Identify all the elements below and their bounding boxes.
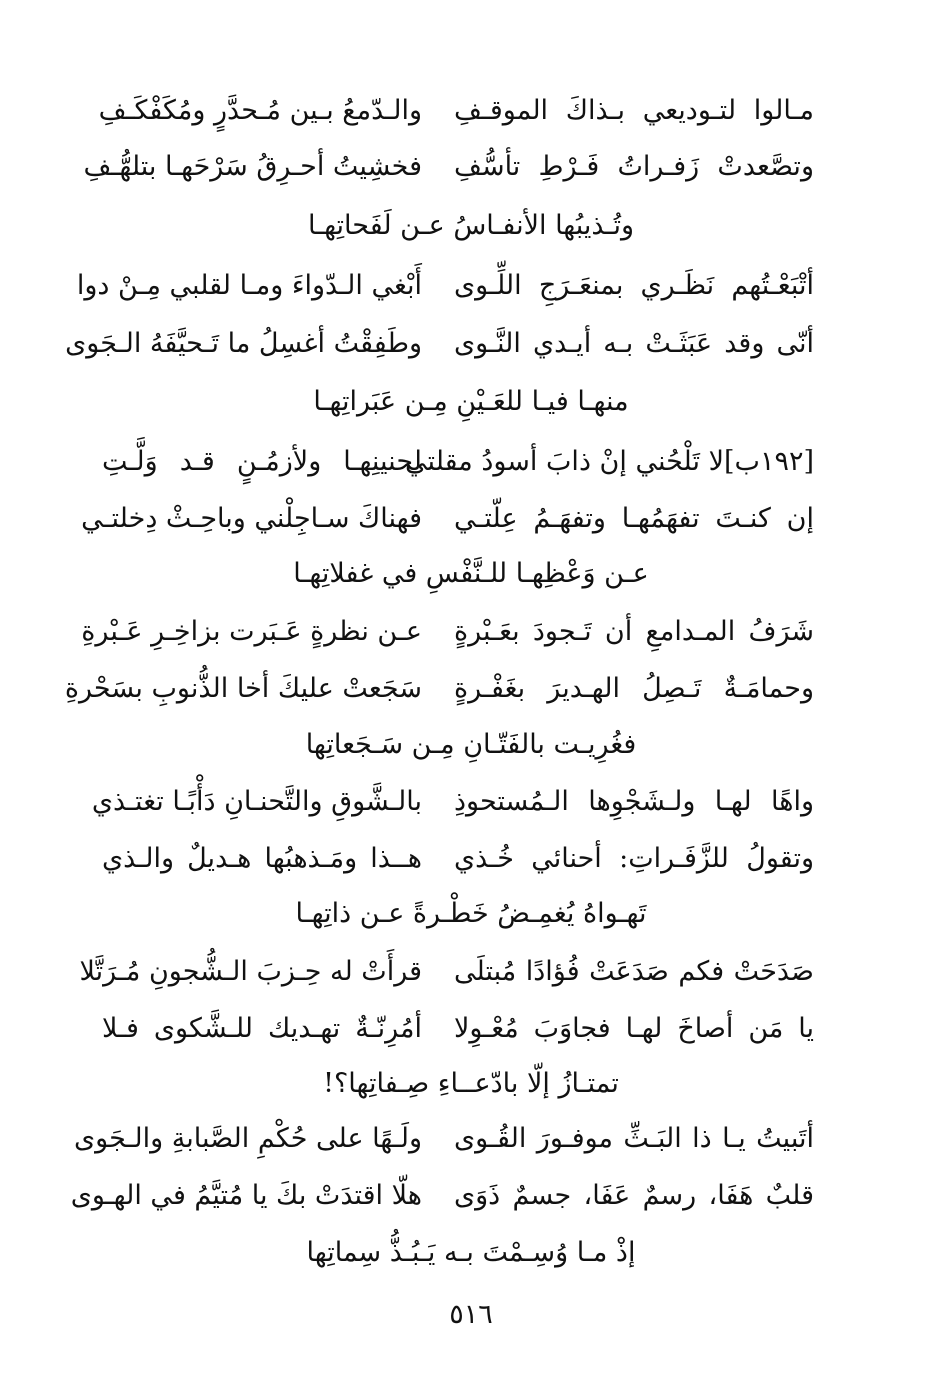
first-hemistich: أنّى وقد عَبَثَـتْ بـه أيـدي النَّـوى — [454, 328, 814, 359]
second-hemistich: فخشِيتُ أحـرِقُ سَرْحَهـا بتلهُّـفِ — [83, 151, 422, 182]
refrain: منهـا فيـا للعَـيْنِ مِـن عَبَراتِهـا — [313, 386, 629, 417]
refrain: وتُـذيبُها الأنفـاسُ عـن لَفَحاتِهـا — [307, 210, 635, 241]
refrain-line — [0, 197, 942, 255]
page-number: ٥١٦ — [449, 1299, 493, 1330]
second-hemistich: بالـشَّوقِ والتَّحنـانِ دَأْبًـا تغتـذي — [91, 786, 422, 817]
first-hemistich: أتْبَعْـتُهم نَظَـري بمنعَـرَجِ اللِّـوى — [454, 270, 814, 301]
verse-line — [0, 660, 942, 718]
second-hemistich: والـدّمعُ بـين مُـحدَّرٍ ومُكَفْكَـفِ — [98, 95, 422, 126]
refrain-line — [0, 1224, 942, 1282]
first-hemistich: أتَبيتُ يـا ذا البَـثِّ موفـورَ القُـوى — [454, 1123, 814, 1154]
first-hemistich: واهًا لهـا ولـشَجْوِها الـمُستحوذِ — [454, 786, 814, 817]
first-hemistich: وحمامَـةٌ تَـصِلُ الهـديرَ بغَفْـرةٍ — [454, 673, 814, 704]
refrain: فغُرِيـت بالفَتّـانِ مِـن سَـجَعاتِها — [305, 729, 637, 760]
verse-line — [0, 1110, 942, 1168]
verse-line — [0, 315, 942, 373]
refrain-line — [0, 885, 942, 943]
first-hemistich: [١٩٢ب]لا تَلْحُني إنْ ذابَ أسودُ مقلتي — [405, 446, 814, 477]
verse-line — [0, 490, 942, 548]
verse-line — [0, 943, 942, 1001]
first-hemistich: قلبٌ هَفَا، رسمٌ عَفَا، جسمٌ ذَوَى — [454, 1180, 814, 1211]
first-hemistich: مـالوا لتـوديعي بـذاكَ الموقـفِ — [454, 95, 814, 126]
second-hemistich: لحنينِهـا ولأزمُـنٍ قـد وَلَّـتِ — [102, 446, 422, 477]
refrain: إذْ مـا وُسِـمْتَ بـه يَـبُـذُّ سِماتِها — [306, 1237, 636, 1268]
second-hemistich: فهناكَ سـاجِلْني وباحِـثْ دِخلتـي — [81, 503, 422, 534]
verse-line — [0, 1167, 942, 1225]
first-hemistich: صَدَحَتْ فكم صَدَعَتْ فُؤادًا مُبتلَى — [454, 956, 814, 987]
second-hemistich: وطَفِقْتُ أغسِلُ ما تَـحيَّفَهُ الـجَوى — [65, 328, 422, 359]
verse-line — [0, 433, 942, 491]
first-hemistich: وتقولُ للزَّفَـراتِ: أحنائي خُـذي — [454, 843, 814, 874]
second-hemistich: هلّا اقتدَتْ بكَ يا مُتيَّمُ في الهـوى — [70, 1180, 422, 1211]
second-hemistich: قرأَتْ له حِـزبَ الـشُّجونِ مُـرَتَّلا — [79, 956, 422, 987]
second-hemistich: عـن نظرةٍ عَـبَرت بزاخِـرِ عَـبْرةِ — [81, 616, 422, 647]
first-hemistich: وتصَّعدتْ زَفـراتُ فَـرْطِ تأسُّفِ — [454, 151, 814, 182]
refrain: عـن وَعْظِهـا للـنَّفْسِ في غفلاتِهـا — [293, 558, 649, 589]
verse-line — [0, 82, 942, 140]
first-hemistich: إن كنـتَ تفهَمُهـا وتفهَـمُ عِلّتـي — [454, 503, 814, 534]
refrain-line — [0, 1055, 942, 1113]
second-hemistich: أَبْغي الـدّواءَ ومـا لقلبي مِـنْ دوا — [76, 270, 422, 301]
second-hemistich: ولَـهًا على حُكْمِ الصَّبابةِ والـجَوى — [74, 1123, 422, 1154]
second-hemistich: هــذا ومَـذهبُها هـديلٌ والـذي — [102, 843, 422, 874]
refrain-line — [0, 716, 942, 774]
second-hemistich: أمُرِنّـةٌ تهـديك للـشَّكوى فـلا — [102, 1013, 422, 1044]
refrain-line — [0, 373, 942, 431]
second-hemistich: سَجَعتْ عليكَ أخا الذُّنوبِ بسَحْرةِ — [64, 673, 422, 704]
verse-line — [0, 1000, 942, 1058]
verse-line — [0, 830, 942, 888]
verse-line — [0, 773, 942, 831]
first-hemistich: شَرَفُ المـدامعِ أن تَـجودَ بعَـبْرةٍ — [454, 616, 814, 647]
refrain: تَهـواهُ يُغمِـضُ خَطْـرةً عـن ذاتِهـا — [295, 898, 647, 929]
verse-line — [0, 257, 942, 315]
refrain: تمتـازُ إلّا بادّعــاءِ صِـفاتِها؟! — [323, 1068, 619, 1099]
first-hemistich: يا مَن أصاخَ لهـا فجاوَبَ مُعْـوِلا — [454, 1013, 814, 1044]
verse-line — [0, 603, 942, 661]
verse-line — [0, 138, 942, 196]
refrain-line — [0, 545, 942, 603]
